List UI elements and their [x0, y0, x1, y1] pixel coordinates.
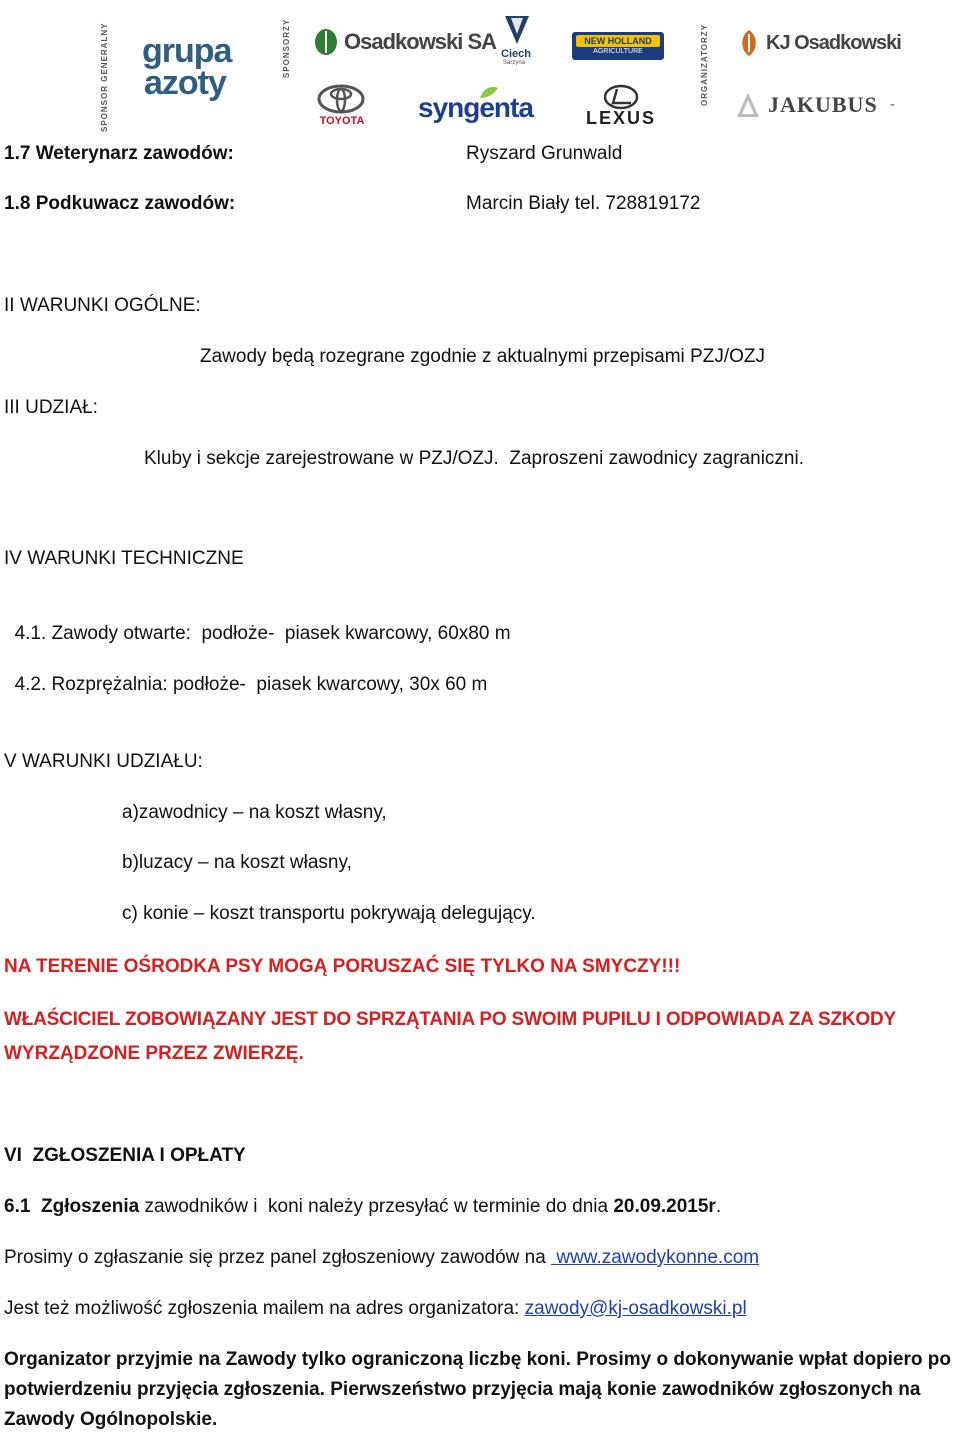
- email-link[interactable]: zawody@kj-osadkowski.pl: [524, 1298, 747, 1319]
- jakubus-icon: [736, 92, 760, 118]
- section-4-item-1-text: 4.1. Zawody otwarte: podłoże- piasek kwarcowy, 60x80 m: [14, 623, 511, 644]
- p1-end: .: [715, 1196, 722, 1217]
- section-6-paragraph-2: [4, 1246, 759, 1270]
- kj-osadkowski-text: KJ Osadkowski: [766, 31, 901, 54]
- section-5-item-a: a)zawodnicy – na koszt własny,: [122, 802, 387, 823]
- grupa-azoty-line1: grupa: [142, 32, 232, 70]
- toyota-logo: [312, 84, 370, 128]
- staff-vet-label: 1.7 Weterynarz zawodów:: [4, 143, 234, 164]
- p2-text: Prosimy o zgłaszanie się przez panel zgłoszeniowy zawodów na: [4, 1247, 552, 1268]
- section-4-item-2-text: 4.2. Rozprężalnia: podłoże- piasek kwarcowy, 30x 60 m: [14, 674, 488, 695]
- label-organizers: ORGANIZATORZY: [700, 23, 709, 106]
- section-4-item-2: [4, 649, 487, 697]
- section-6-paragraph-1: [4, 1195, 721, 1219]
- grupa-azoty-logo: [142, 34, 260, 104]
- label-general-sponsor: SPONSOR GENERALNY: [100, 22, 109, 132]
- warning-dogs-leash: NA TERENIE OŚRODKA PSY MOGĄ PORUSZAĆ SIĘ TYLKO NA SMYCZY!!!: [4, 956, 681, 977]
- toyota-icon: [316, 84, 366, 114]
- final-note-line3: Zawody Ogólnopolskie.: [4, 1409, 218, 1430]
- new-holland-sub-text: AGRICULTURE: [593, 48, 643, 55]
- label-sponsors: SPONSORZY: [282, 18, 291, 78]
- section-4-heading: IV WARUNKI TECHNICZNE: [4, 548, 244, 569]
- jakubus-text: JAKUBUS: [768, 92, 878, 117]
- syngenta-text: syngenta: [418, 92, 533, 123]
- lexus-logo: [576, 84, 666, 128]
- section-4-item-1: [4, 598, 511, 646]
- jakubus-dash: -: [889, 96, 896, 113]
- osadkowski-sa-logo: [312, 26, 496, 58]
- section-3-heading: III UDZIAŁ:: [4, 397, 98, 418]
- jakubus-logo: [736, 90, 895, 120]
- section-5-heading: V WARUNKI UDZIAŁU:: [4, 751, 203, 772]
- p1-bold: Zgłoszenia: [40, 1196, 140, 1217]
- sponsor-banner: [0, 0, 960, 135]
- staff-farrier-label: 1.8 Podkuwacz zawodów:: [4, 193, 236, 214]
- final-note-line2: potwierdzeniu przyjęcia zgłoszenia. Pierwszeństwo przyjęcia mają konie zawodników zgłoszonych na: [4, 1379, 921, 1400]
- warning-owner-line1: WŁAŚCICIEL ZOBOWIĄZANY JEST DO SPRZĄTANIA PO SWOIM PUPILU I ODPOWIADA ZA SZKODY: [4, 1009, 896, 1030]
- lexus-icon: [603, 84, 639, 110]
- section-5-item-b: b)luzacy – na koszt własny,: [122, 852, 352, 873]
- section-6-paragraph-3: [4, 1297, 747, 1321]
- website-link[interactable]: www.zawodykonne.com: [551, 1247, 760, 1268]
- ciech-sub-text: Sarzyna: [503, 60, 526, 66]
- ciech-text: Ciech: [501, 48, 531, 60]
- toyota-text: TOYOTA: [319, 115, 365, 127]
- new-holland-text: NEW HOLLAND: [576, 35, 660, 47]
- grupa-azoty-line2: azoty: [144, 64, 226, 102]
- p1-number: 6.1: [4, 1196, 31, 1217]
- staff-farrier-value: Marcin Biały tel. 728819172: [466, 193, 701, 214]
- ciech-logo: [497, 14, 537, 72]
- kj-osadkowski-icon: [736, 28, 762, 58]
- warning-owner-line2: WYRZĄDZONE PRZEZ ZWIERZĘ.: [4, 1043, 304, 1064]
- p1-date: 20.09.2015r: [613, 1196, 716, 1217]
- ciech-icon: [499, 14, 535, 48]
- final-note-line1: Organizator przyjmie na Zawody tylko ograniczoną liczbę koni. Prosimy o dokonywanie wpłat dopiero po: [4, 1349, 951, 1370]
- osadkowski-sa-text: Osadkowski SA: [344, 29, 497, 54]
- osadkowski-sa-icon: [312, 27, 340, 57]
- section-5-item-c: c) konie – koszt transportu pokrywają delegujący.: [122, 903, 536, 924]
- staff-vet-value: Ryszard Grunwald: [466, 143, 623, 164]
- new-holland-logo: [572, 32, 664, 60]
- section-6-heading: VI ZGŁOSZENIA I OPŁATY: [4, 1145, 246, 1166]
- section-2-text: Zawody będą rozegrane zgodnie z aktualnymi przepisami PZJ/OZJ: [200, 346, 765, 367]
- section-3-text: Kluby i sekcje zarejestrowane w PZJ/OZJ. Zaproszeni zawodnicy zagraniczni.: [144, 448, 804, 469]
- lexus-text: LEXUS: [585, 108, 656, 128]
- p3-text: Jest też możliwość zgłoszenia mailem na adres organizatora:: [4, 1298, 525, 1319]
- section-2-heading: II WARUNKI OGÓLNE:: [4, 295, 201, 316]
- kj-osadkowski-logo: [736, 27, 901, 59]
- p1-text: zawodników i koni należy przesyłać w terminie do dnia: [139, 1196, 614, 1217]
